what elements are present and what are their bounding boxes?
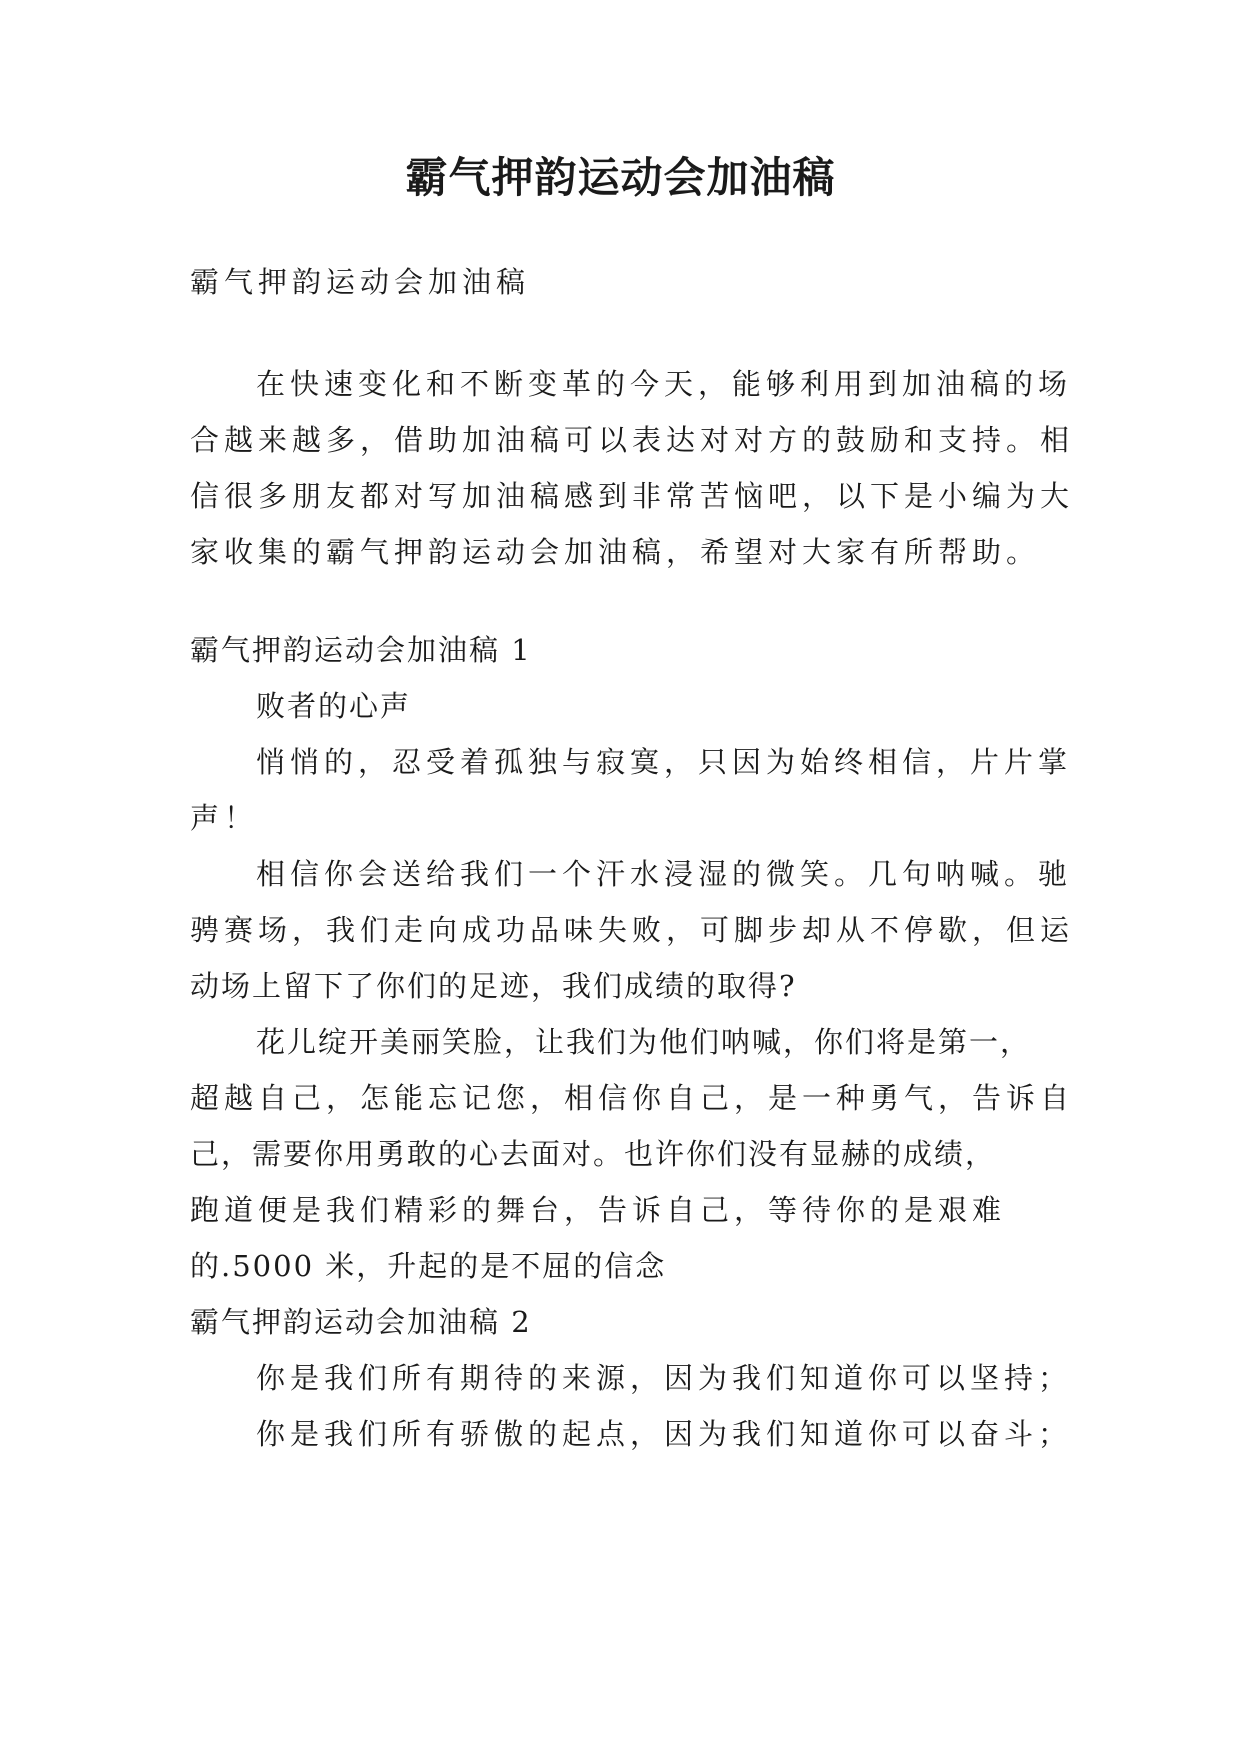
poem-title: 败者的心声 <box>256 689 412 723</box>
intro-line: 在快速变化和不断变革的今天，能够利用到加油稿的场 <box>256 367 1073 401</box>
document-subtitle: 霸气押韵运动会加油稿 <box>190 265 531 299</box>
paragraph-line: 动场上留下了你们的足迹，我们成绩的取得? <box>190 969 797 1003</box>
paragraph-line: 你是我们所有期待的来源，因为我们知道你可以坚持； <box>256 1361 1073 1395</box>
paragraph-line: 花儿绽开美丽笑脸，让我们为他们呐喊，你们将是第一， <box>256 1025 1032 1059</box>
intro-line: 家收集的霸气押韵运动会加油稿，希望对大家有所帮助。 <box>190 535 1041 569</box>
intro-line: 合越来越多，借助加油稿可以表达对对方的鼓励和支持。相 <box>190 423 1075 457</box>
paragraph-line: 超越自己，怎能忘记您，相信你自己，是一种勇气，告诉自 <box>190 1081 1075 1115</box>
paragraph-line: 跑道便是我们精彩的舞台，告诉自己，等待你的是艰难 <box>190 1193 1007 1227</box>
document-title: 霸气押韵运动会加油稿 <box>405 153 836 202</box>
paragraph-line: 相信你会送给我们一个汗水浸湿的微笑。几句呐喊。驰 <box>256 857 1073 891</box>
paragraph-line: 声！ <box>190 801 259 835</box>
section-heading-2: 霸气押韵运动会加油稿 2 <box>190 1305 532 1339</box>
intro-line: 信很多朋友都对写加油稿感到非常苦恼吧，以下是小编为大 <box>190 479 1075 513</box>
paragraph-line: 悄悄的，忍受着孤独与寂寞，只因为始终相信，片片掌 <box>256 745 1073 779</box>
paragraph-line: 骋赛场，我们走向成功品味失败，可脚步却从不停歇，但运 <box>190 913 1075 947</box>
section-heading-1: 霸气押韵运动会加油稿 1 <box>190 633 532 667</box>
paragraph-line: 的.5000 米，升起的是不屈的信念 <box>190 1249 667 1283</box>
paragraph-line: 己，需要你用勇敢的心去面对。也许你们没有显赫的成绩， <box>190 1137 997 1171</box>
paragraph-line: 你是我们所有骄傲的起点，因为我们知道你可以奋斗； <box>256 1417 1073 1451</box>
